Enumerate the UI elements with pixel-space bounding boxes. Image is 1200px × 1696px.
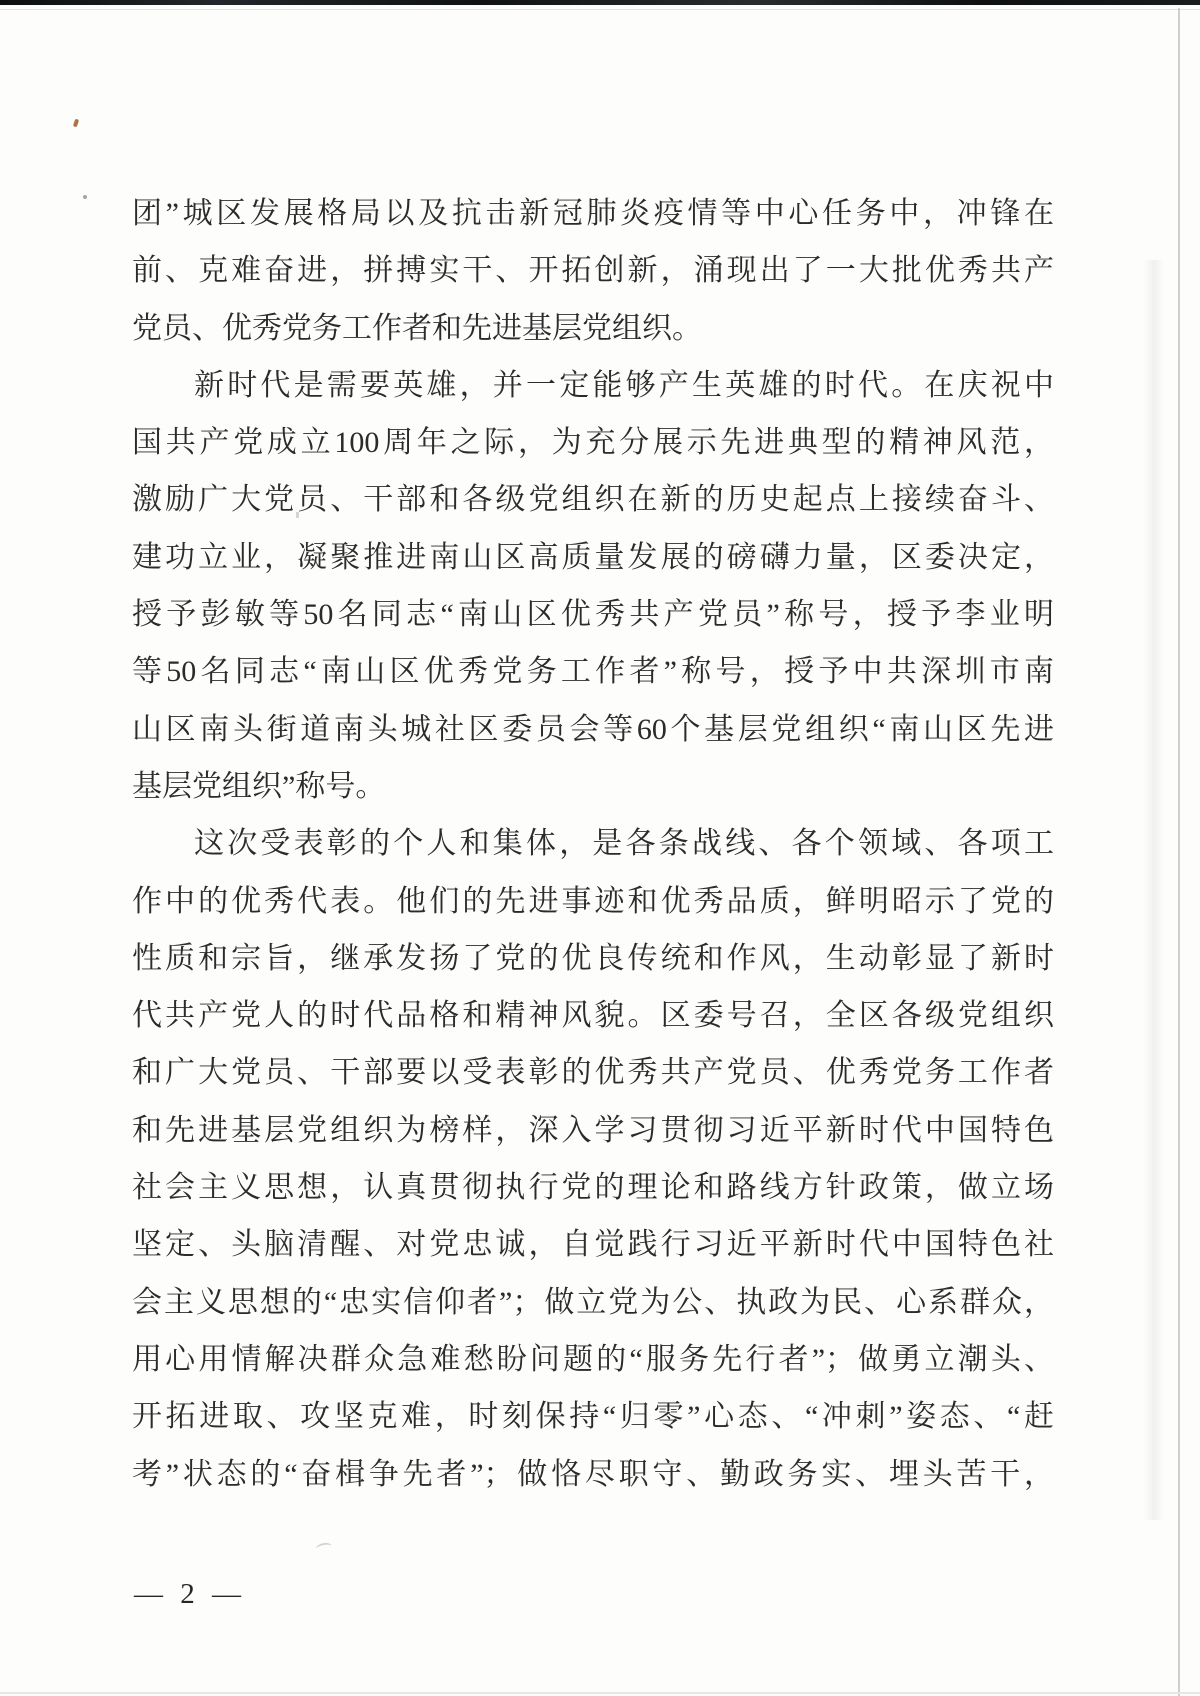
document-body <box>132 185 1054 1503</box>
text-line: 党员、优秀党务工作者和先进基层党组织。 <box>132 311 702 345</box>
text-line: 等50名同志“南山区优秀党务工作者”称号，授予中共深圳市南 <box>132 655 1054 689</box>
text-line: 这次受表彰的个人和集体，是各条战线、各个领域、各项工 <box>194 827 1054 861</box>
text-line: 建功立业，凝聚推进南山区高质量发展的磅礴力量，区委决定， <box>132 540 1054 574</box>
scan-speck <box>73 119 79 128</box>
scan-speck <box>83 195 87 199</box>
text-line: 开拓进取、攻坚克难，时刻保持“归零”心态、“冲刺”姿态、“赶 <box>132 1400 1054 1434</box>
text-line: 山区南头街道南头城社区委员会等60个基层党组织“南山区先进 <box>132 712 1054 746</box>
text-line: 考”状态的“奋楫争先者”；做恪尽职守、勤政务实、埋头苦干， <box>132 1457 1054 1491</box>
text-line: 授予彭敏等50名同志“南山区优秀共产党员”称号，授予李业明 <box>132 598 1054 632</box>
text-line: 会主义思想的“忠实信仰者”；做立党为公、执政为民、心系群众， <box>132 1285 1054 1319</box>
text-line: 前、克难奋进，拼搏实干、开拓创新，涌现出了一大批优秀共产 <box>132 254 1054 288</box>
text-line: 国共产党成立100周年之际，为充分展示先进典型的精神风范， <box>132 426 1054 460</box>
scan-top-edge-line <box>0 9 1200 10</box>
text-line: 坚定、头脑清醒、对党忠诚，自觉践行习近平新时代中国特色社 <box>132 1228 1054 1262</box>
text-line: 新时代是需要英雄，并一定能够产生英雄的时代。在庆祝中 <box>194 368 1054 402</box>
text-line: 激励广大党员、干部和各级党组织在新的历史起点上接续奋斗、 <box>132 483 1054 517</box>
text-line: 团”城区发展格局以及抗击新冠肺炎疫情等中心任务中，冲锋在 <box>132 197 1054 230</box>
page-number: — 2 — <box>134 1578 246 1610</box>
text-line: 基层党组织”称号。 <box>132 769 386 803</box>
text-line: 用心用情解决群众急难愁盼问题的“服务先行者”；做勇立潮头、 <box>132 1342 1054 1376</box>
scan-speck <box>315 1542 332 1554</box>
text-line: 作中的优秀代表。他们的先进事迹和优秀品质，鲜明昭示了党的 <box>132 884 1054 918</box>
text-line: 代共产党人的时代品格和精神风貌。区委号召，全区各级党组织 <box>132 999 1054 1033</box>
text-line: 社会主义思想，认真贯彻执行党的理论和路线方针政策，做立场 <box>132 1171 1054 1205</box>
scan-right-edge-line <box>1178 8 1180 1696</box>
scan-right-shadow-band <box>1144 260 1164 1520</box>
text-line: 性质和宗旨，继承发扬了党的优良传统和作风，生动彰显了新时 <box>132 941 1054 975</box>
text-line: 和先进基层党组织为榜样，深入学习贯彻习近平新时代中国特色 <box>132 1113 1054 1147</box>
scan-top-edge <box>0 0 1200 5</box>
scan-bottom-edge <box>0 1692 1200 1694</box>
text-line: 和广大党员、干部要以受表彰的优秀共产党员、优秀党务工作者 <box>132 1056 1054 1090</box>
